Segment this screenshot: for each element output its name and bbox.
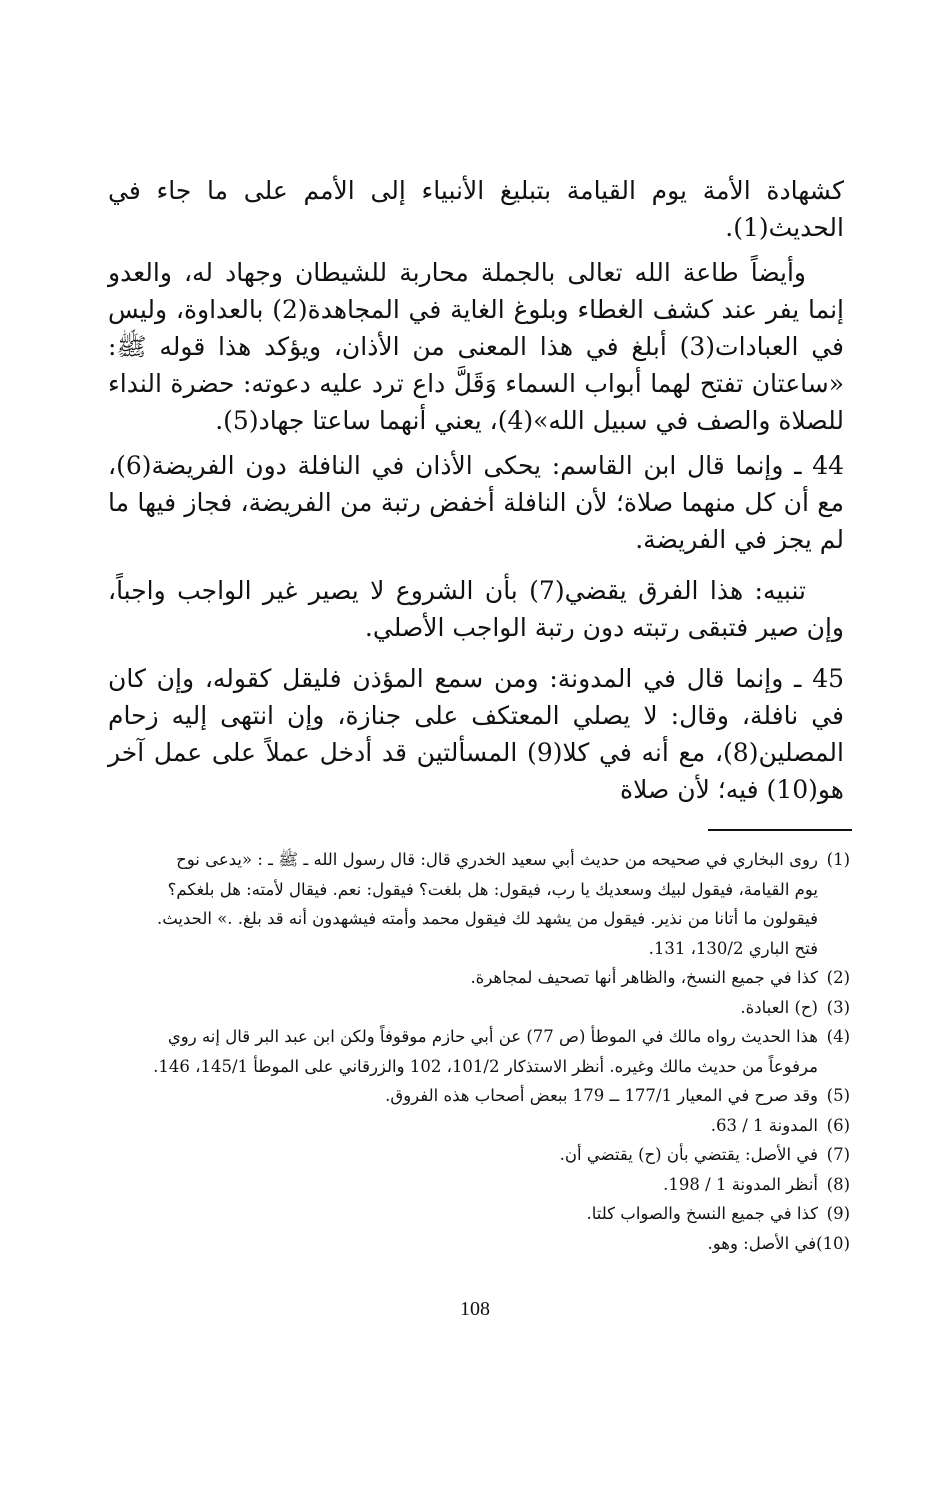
footnote-4-line2: مرفوعاً من حديث مالك وغيره. أنظر الاستذكار 101/2، 102 والزرقاني على الموطأ 145/1، 146. — [153, 1056, 818, 1076]
footnote-4: (4)هذا الحديث رواه مالك في الموطأ (ص 77) عن أبي حازم موقوفاً ولكن ابن عبد البر قال إنه روي — [167, 1027, 850, 1046]
footnote-7: (7)في الأصل: يقتضي بأن (ح) يقتضي أن. — [559, 1145, 850, 1164]
footnote-1: (1)روى البخاري في صحيحه من حديث أبي سعيد الخدري قال: قال رسول الله ـ ﷺ ـ : «يدعى نوح — [176, 850, 850, 869]
page-number: 108 — [460, 1298, 490, 1320]
footnote-1-line4: فتح الباري 130/2، 131. — [648, 938, 818, 958]
footnote-2: (2)كذا في جميع النسخ، والظاهر أنها تصحيف لمجاهرة. — [470, 968, 850, 987]
footnote-8: (8)أنظر المدونة 1 / 198. — [663, 1174, 850, 1194]
footnotes — [110, 845, 850, 1258]
paragraph-1: كشهادة الأمة يوم القيامة بتبليغ الأنبياء إلى الأمم على ما جاء في الحديث(1). — [108, 176, 844, 242]
footnote-1-line3: فيقولون ما أتانا من نذير. فيقول من يشهد لك فيقول محمد وأمته فيشهدون أنه قد بلغ. .» الحديث. — [156, 909, 818, 928]
footnote-10: (10)في الأصل: وهو. — [707, 1233, 850, 1253]
paragraph-note: تنبيه: هذا الفرق يقضي(7) بأن الشروع لا يصير غير الواجب واجباً، وإن صير فتبقى رتبته دون رتبة الواجب الأصلي. — [108, 576, 844, 642]
footnote-9: (9)كذا في جميع النسخ والصواب كلتا. — [586, 1204, 850, 1223]
footnote-3: (3)(ح) العبادة. — [740, 997, 850, 1017]
paragraph-2: وأيضاً طاعة الله تعالى بالجملة محاربة للشيطان وجهاد له، والعدو إنما يفر عند كشف الغطاء وبلوغ الغاية في المجاهدة(2) بالعداوة، وليس في العبادات(3) أبلغ في هذا المعنى من الأذان، ويؤكد هذا قوله ﷺ: «ساعتان تفتح لهما أبواب السماء وَقَلَّ داع ترد عليه دعوته: حضرة النداء للصلاة والصف في سبيل الله»(4)، يعني أنهما ساعتا جهاد(5). — [108, 258, 844, 435]
main-text — [108, 172, 844, 808]
footnote-6: (6)المدونة 1 / 63. — [710, 1115, 850, 1135]
footnote-5: (5)وقد صرح في المعيار 177/1 ــ 179 ببعض أصحاب هذه الفروق. — [385, 1086, 850, 1105]
paragraph-44: 44 ـ وإنما قال ابن القاسم: يحكى الأذان في النافلة دون الفريضة(6)، مع أن كل منهما صلاة؛ لأن النافلة أخفض رتبة من الفريضة، فجاز فيها ما لم يجز في الفريضة. — [108, 451, 844, 554]
paragraph-45: 45 ـ وإنما قال في المدونة: ومن سمع المؤذن فليقل كقوله، وإن كان في نافلة، وقال: لا يصلي المعتكف على جنازة، وإن انتهى إليه زحام المصلين(8)، مع أنه في كلا(9) المسألتين قد أدخل عملاً على عمل آخر هو(10) فيه؛ لأن صلاة — [108, 664, 844, 804]
footnote-separator — [708, 829, 852, 831]
footnote-1-line2: يوم القيامة، فيقول لبيك وسعديك يا رب، فيقول: هل بلغت؟ فيقول: نعم. فيقال لأمته: هل بلغكم؟ — [167, 879, 818, 899]
